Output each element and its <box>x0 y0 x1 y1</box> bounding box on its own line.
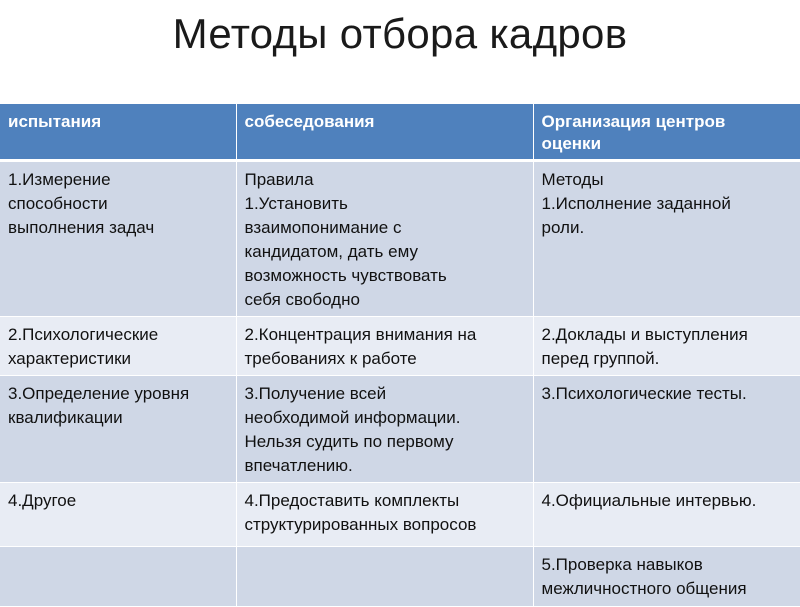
table-cell <box>533 483 800 547</box>
cell-line: впечатлению. <box>244 456 353 475</box>
table-cell <box>533 317 800 376</box>
cell-line: роли. <box>541 218 585 237</box>
header-assessment-centers <box>533 104 800 161</box>
cell-line: 2.Психологические <box>8 325 159 344</box>
cell-line: перед группой. <box>541 349 660 368</box>
cell-line: требованиях к работе <box>244 349 417 368</box>
table-cell <box>533 547 800 607</box>
cell-line: взаимопонимание с <box>244 218 402 237</box>
cell-line: 3.Определение уровня <box>8 384 190 403</box>
cell-line: 4.Официальные интервью. <box>541 491 757 510</box>
table-cell-empty <box>0 547 236 607</box>
header-tests <box>0 104 236 161</box>
methods-table <box>0 104 800 607</box>
table-cell <box>236 161 533 317</box>
cell-line: выполнения задач <box>8 218 155 237</box>
table-cell <box>0 376 236 483</box>
cell-line: 1.Исполнение заданной <box>541 194 731 213</box>
cell-line: 2.Доклады и выступления <box>541 325 748 344</box>
table-row <box>0 161 800 317</box>
table-cell <box>236 317 533 376</box>
cell-line: квалификации <box>8 408 123 427</box>
cell-line: кандидатом, дать ему <box>244 242 418 261</box>
cell-line: себя свободно <box>244 290 360 309</box>
cell-line: необходимой информации. <box>244 408 461 427</box>
table-cell <box>533 376 800 483</box>
table-row <box>0 376 800 483</box>
cell-line: структурированных вопросов <box>244 515 477 534</box>
table-cell <box>0 161 236 317</box>
page-title: Методы отбора кадров <box>172 10 628 57</box>
cell-line: Нельзя судить по первому <box>244 432 454 451</box>
header-line: собеседования <box>244 112 375 131</box>
header-line: Организация центров <box>541 112 726 131</box>
cell-line: 3.Психологические тесты. <box>541 384 747 403</box>
cell-line: Правила <box>244 170 314 189</box>
cell-line: 1.Измерение <box>8 170 111 189</box>
table-cell <box>0 317 236 376</box>
cell-line: характеристики <box>8 349 132 368</box>
cell-line: Методы <box>541 170 604 189</box>
header-line: испытания <box>8 112 102 131</box>
cell-line: 3.Получение всей <box>244 384 387 403</box>
table-cell <box>236 376 533 483</box>
table-cell <box>236 483 533 547</box>
table-row <box>0 317 800 376</box>
cell-line: межличностного общения <box>541 579 747 598</box>
table-cell-empty <box>236 547 533 607</box>
header-line: оценки <box>541 134 602 153</box>
table-row <box>0 483 800 547</box>
cell-line: возможность чувствовать <box>244 266 447 285</box>
table-row <box>0 547 800 607</box>
table-cell <box>0 483 236 547</box>
table-header-row <box>0 104 800 161</box>
cell-line: способности <box>8 194 108 213</box>
header-interviews <box>236 104 533 161</box>
cell-line: 4.Предоставить комплекты <box>244 491 460 510</box>
cell-line: 5.Проверка навыков <box>541 555 703 574</box>
cell-line: 1.Установить <box>244 194 348 213</box>
cell-line: 4.Другое <box>8 491 77 510</box>
cell-line: 2.Концентрация внимания на <box>244 325 477 344</box>
table-cell <box>533 161 800 317</box>
